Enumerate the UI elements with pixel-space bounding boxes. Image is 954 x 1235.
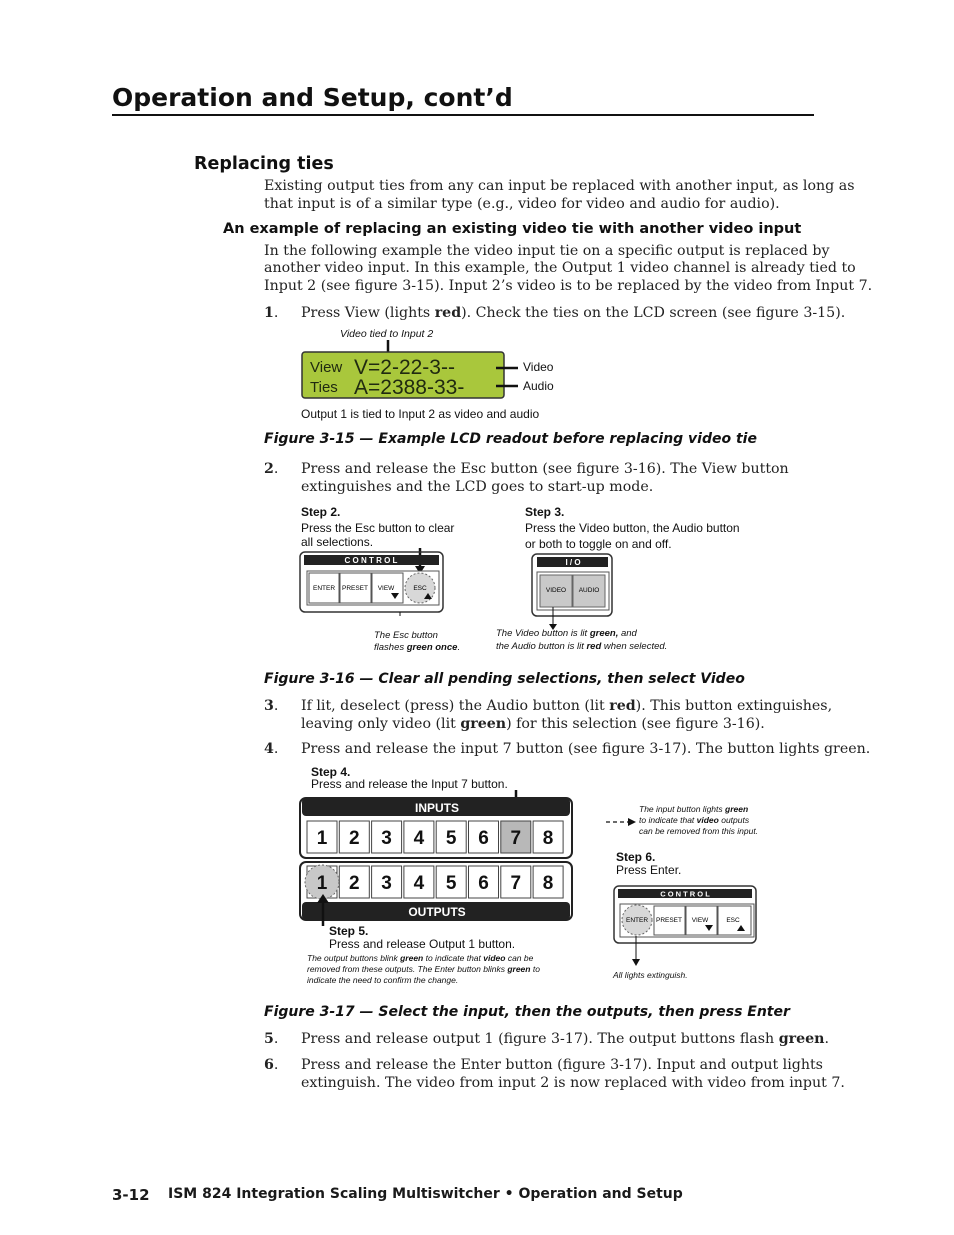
fig15-caption: Figure 3-15 — Example LCD readout before replacing video tie: [264, 431, 757, 447]
fig17-btn-enter: ENTER: [625, 917, 649, 924]
fig17-blink-note-1: The output buttons blink green to indicate that video can be: [307, 953, 534, 963]
input-button-label-8: 8: [542, 828, 554, 849]
fig16-control-label: C O N T R O L: [344, 556, 398, 565]
input-button-label-4: 4: [413, 828, 425, 849]
lcd-line-2-prefix: Ties: [310, 379, 338, 396]
fig16-step3-line-2: or both to toggle on and off.: [525, 537, 672, 551]
fig16-esc-note-2: flashes green once.: [374, 642, 461, 653]
intro-line-1: Existing output ties from any can input be replaced with another input, as long as: [264, 178, 855, 194]
step-3-line-1: If lit, deselect (press) the Audio button (lit red). This button extinguishes,: [301, 698, 833, 714]
input-button-label-6: 6: [478, 828, 489, 849]
lcd-line-2: A=2388-33-: [354, 376, 465, 399]
fig16-step3-line-1: Press the Video button, the Audio button: [525, 521, 740, 535]
fig16-btn-video: VIDEO: [545, 587, 567, 594]
fig15-label-audio: Audio: [523, 379, 554, 393]
fig17-step5-text: Press and release Output 1 button.: [329, 937, 516, 951]
output-button-label-7: 7: [510, 873, 522, 894]
step-2-line-2: extinguishes and the LCD goes to start-up mode.: [301, 479, 654, 495]
step-4-text: Press and release the input 7 button (see figure 3-17). The button lights green.: [301, 741, 871, 757]
fig17-caption: Figure 3-17 — Select the input, then the outputs, then press Enter: [264, 1004, 790, 1020]
footer-title: ISM 824 Integration Scaling Multiswitcher • Operation and Setup: [168, 1186, 683, 1202]
fig17-lit-note-2: to indicate that video outputs: [639, 815, 750, 825]
fig16-btn-esc: ESC: [413, 585, 427, 592]
page-title: Operation and Setup, cont’d: [112, 83, 513, 112]
fig16-btn-audio: AUDIO: [578, 587, 600, 594]
fig17-control-panel: [612, 884, 762, 970]
input-button-label-3: 3: [381, 828, 392, 849]
step-6-number: 6.: [264, 1057, 279, 1073]
outputs-row: [305, 865, 563, 899]
fig16-btn-view: VIEW: [377, 585, 395, 592]
step-6-line-1: Press and release the Enter button (figure 3-17). Input and output lights: [301, 1057, 823, 1073]
intro-line-2: that input is of a similar type (e.g., video for video and audio for audio).: [264, 196, 780, 212]
fig16-caption: Figure 3-16 — Clear all pending selections, then select Video: [264, 671, 745, 687]
output-button-label-4: 4: [413, 873, 425, 894]
fig17-step4-text: Press and release the Input 7 button.: [311, 777, 508, 791]
fig17-arrow-to-note: [606, 816, 638, 828]
fig17-blink-note-2: removed from these outputs. The Enter button blinks green to: [307, 964, 540, 974]
fig15-label-video: Video: [523, 360, 554, 374]
section-heading: Replacing ties: [194, 154, 334, 174]
output-button-label-5: 5: [445, 873, 457, 894]
fig16-esc-note-1: The Esc button: [374, 630, 438, 641]
lcd-line-1-prefix: View: [310, 359, 343, 376]
example-line-3: Input 2 (see figure 3-15). Input 2’s video is to be replaced by the video from Input 7.: [264, 278, 873, 294]
fig16-step3-title: Step 3.: [525, 505, 565, 519]
step-1-text: Press View (lights red). Check the ties on the LCD screen (see figure 3-15).: [301, 305, 846, 321]
fig16-io-label: I / O: [565, 558, 581, 567]
fig16-btn-preset: PRESET: [341, 585, 369, 592]
fig17-lit-note-1: The input button lights green: [639, 804, 749, 814]
output-button-label-3: 3: [381, 873, 392, 894]
step-3-number: 3.: [264, 698, 279, 714]
step-5-text: Press and release output 1 (figure 3-17). The output buttons flash green.: [301, 1031, 829, 1047]
fig16-video-note-2: the Audio button is lit red when selected.: [496, 641, 668, 652]
output-button-label-2: 2: [349, 873, 360, 894]
step-4-number: 4.: [264, 741, 279, 757]
fig15-callout-bottom: Output 1 is tied to Input 2 as video and audio: [301, 407, 540, 421]
fig16-control-panel: [298, 546, 448, 616]
fig17-step6-text: Press Enter.: [616, 863, 682, 877]
header-rule: [112, 114, 814, 116]
example-line-1: In the following example the video input tie on a specific output is replaced by: [264, 243, 830, 259]
example-line-2: another video input. In this example, the Output 1 video channel is already tied to: [264, 260, 856, 276]
fig17-lights-note: All lights extinguish.: [613, 970, 688, 980]
lcd-line-1: V=2-22-3--: [354, 356, 455, 379]
fig17-inputs-label: INPUTS: [414, 801, 460, 815]
input-button-label-5: 5: [445, 828, 457, 849]
fig16-step2-line-1: Press the Esc button to clear: [301, 521, 455, 535]
fig16-btn-enter: ENTER: [312, 585, 336, 592]
step-5-number: 5.: [264, 1031, 279, 1047]
output-button-label-6: 6: [478, 873, 489, 894]
input-button-label-7: 7: [510, 828, 522, 849]
fig17-btn-esc: ESC: [726, 917, 740, 924]
fig16-step2-line-2: all selections.: [301, 535, 374, 549]
fig17-btn-preset: PRESET: [655, 917, 683, 924]
output-button-label-1: 1: [316, 873, 328, 894]
fig17-btn-view: VIEW: [691, 917, 709, 924]
step-2-line-1: Press and release the Esc button (see figure 3-16). The View button: [301, 461, 789, 477]
fig17-lit-note-3: can be removed from this input.: [639, 826, 759, 836]
input-button-label-2: 2: [349, 828, 360, 849]
footer-page-number: 3-12: [112, 1186, 150, 1204]
step-6-line-2: extinguish. The video from input 2 is now replaced with video from input 7.: [301, 1075, 845, 1091]
fig17-io-matrix: [298, 786, 578, 946]
step-2-number: 2.: [264, 461, 279, 477]
fig17-outputs-label: OUTPUTS: [408, 905, 466, 919]
fig17-step5-title: Step 5.: [329, 924, 369, 938]
output-button-label-8: 8: [542, 873, 554, 894]
example-heading: An example of replacing an existing video tie with another video input: [223, 221, 802, 237]
fig17-blink-note-3: indicate the need to confirm the change.: [307, 975, 459, 985]
step-3-line-2: leaving only video (lit green) for this selection (see figure 3-16).: [301, 716, 765, 732]
fig15-lcd-diagram: [296, 338, 596, 412]
fig17-control-label: C O N T R O L: [660, 889, 710, 899]
step-1-number: 1.: [264, 305, 279, 321]
input-button-label-1: 1: [316, 828, 328, 849]
fig16-video-note-1: The Video button is lit green, and: [496, 628, 637, 639]
fig16-step2-title: Step 2.: [301, 505, 341, 519]
fig15-callout-top: Video tied to Input 2: [340, 328, 434, 340]
fig17-step6-title: Step 6.: [616, 850, 656, 864]
fig17-step4-title: Step 4.: [311, 765, 351, 779]
